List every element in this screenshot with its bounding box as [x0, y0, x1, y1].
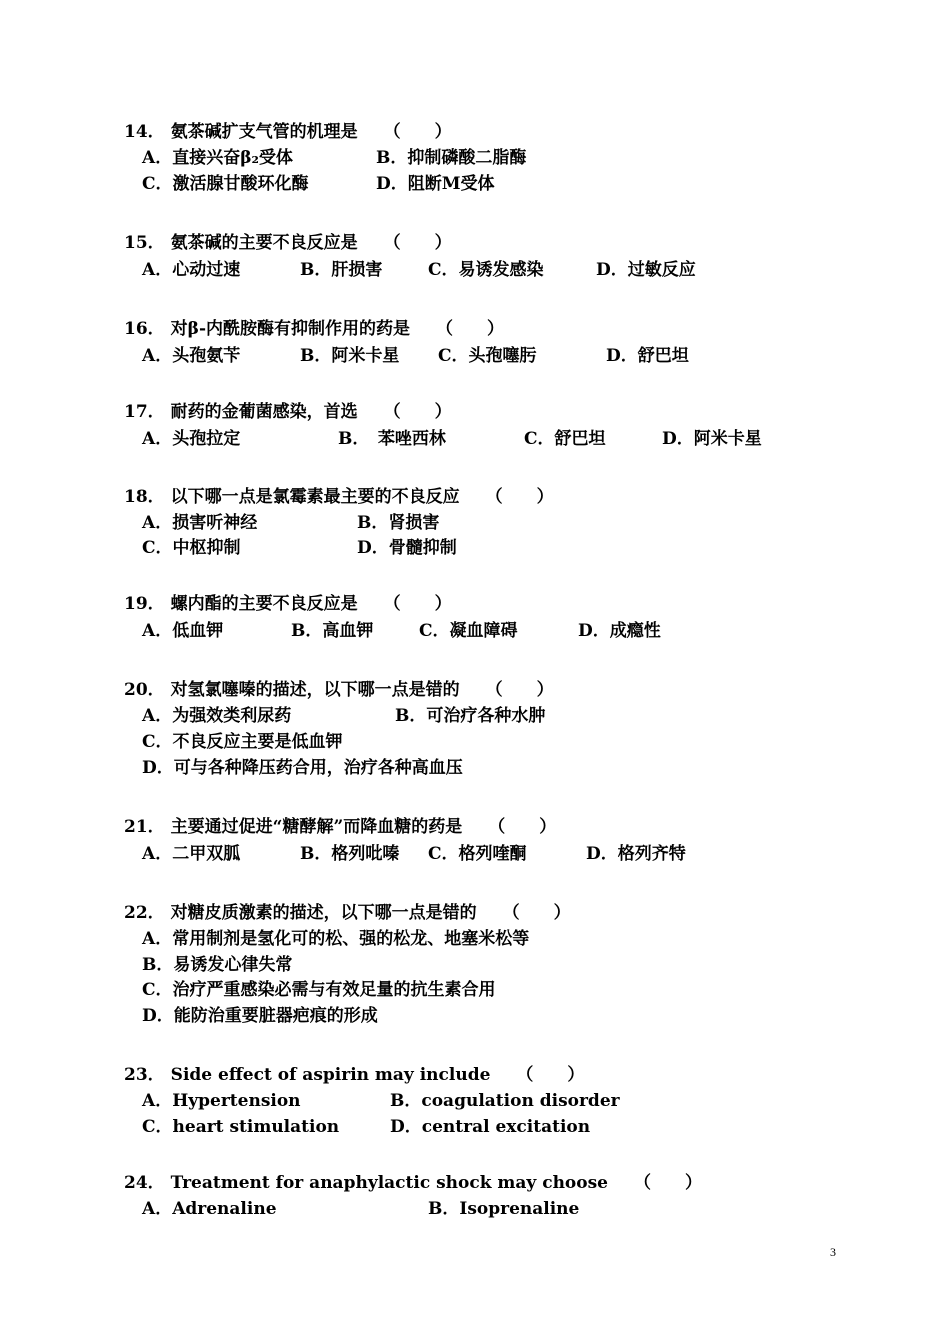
question-number: 14． — [124, 122, 165, 142]
question-text: 氨茶碱的主要不良反应是 — [170, 233, 358, 253]
option-b: B．可治疗各种水肿 — [395, 706, 546, 726]
option-d: D．能防治重要脏器疤痕的形成 — [142, 1006, 378, 1026]
option-row — [124, 511, 884, 535]
option-d: D．过敏反应 — [596, 260, 696, 280]
answer-blank: （ ） — [383, 594, 452, 614]
option-row — [124, 1089, 884, 1113]
option-b: B．易诱发心律失常 — [142, 955, 293, 975]
option-a: A．为强效类利尿药 — [142, 706, 292, 726]
question-text: Side effect of aspirin may include — [170, 1065, 491, 1085]
question-number: 18． — [124, 487, 165, 507]
question-text: 主要通过促进“糖酵解”而降血糖的药是 — [170, 817, 463, 837]
option-row — [124, 258, 884, 282]
question-number: 24． — [124, 1173, 165, 1193]
answer-blank: （ ） — [485, 680, 554, 700]
option-d: D．阻断M受体 — [376, 174, 495, 194]
question-number: 19． — [124, 594, 165, 614]
question-number: 17． — [124, 402, 165, 422]
answer-blank: （ ） — [488, 817, 557, 837]
option-row — [124, 427, 884, 451]
question-text: Treatment for anaphylactic shock may choose — [170, 1173, 608, 1193]
question-stem — [124, 815, 556, 839]
option-d: D．成瘾性 — [578, 621, 661, 641]
option-b: B．肾损害 — [357, 513, 440, 533]
option-c: C．激活腺甘酸环化酶 — [142, 174, 309, 194]
option-b: B．肝损害 — [300, 260, 383, 280]
option-d: D．骨髓抑制 — [357, 538, 457, 558]
option-a: A．低血钾 — [142, 621, 224, 641]
option-c: C．不良反应主要是低血钾 — [142, 732, 343, 752]
option-b: B． 苯唑西林 — [338, 429, 446, 449]
option-c: C．治疗严重感染必需与有效足量的抗生素合用 — [142, 980, 496, 1000]
option-d: D．阿米卡星 — [662, 429, 762, 449]
answer-blank: （ ） — [485, 487, 554, 507]
question-stem — [124, 317, 504, 341]
option-row — [124, 146, 884, 170]
question-stem — [124, 1171, 702, 1195]
option-c: C．易诱发感染 — [428, 260, 544, 280]
option-c: C．舒巴坦 — [524, 429, 606, 449]
question-stem — [124, 678, 554, 702]
option-row — [124, 953, 884, 977]
option-row — [124, 1197, 884, 1221]
question-stem — [124, 120, 452, 144]
answer-blank: （ ） — [383, 122, 452, 142]
question-text: 以下哪一点是氯霉素最主要的不良反应 — [170, 487, 460, 507]
option-d: D．舒巴坦 — [606, 346, 689, 366]
option-c: C．格列喹酮 — [428, 844, 527, 864]
option-a: A．头孢氨苄 — [142, 346, 241, 366]
question-text: 螺内酯的主要不良反应是 — [170, 594, 358, 614]
page-number: 3 — [830, 1245, 836, 1259]
option-row — [124, 1115, 884, 1139]
option-a: A．心动过速 — [142, 260, 241, 280]
option-b: B．高血钾 — [291, 621, 374, 641]
option-row — [124, 927, 884, 951]
option-b: B．抑制磷酸二脂酶 — [376, 148, 527, 168]
option-a: A．头孢拉定 — [142, 429, 241, 449]
option-row — [124, 172, 884, 196]
question-stem — [124, 400, 452, 424]
question-text: 对氢氯噻嗪的描述，以下哪一点是错的 — [170, 680, 460, 700]
answer-blank: （ ） — [383, 233, 452, 253]
option-c: C．凝血障碍 — [419, 621, 518, 641]
question-number: 21． — [124, 817, 165, 837]
option-a: A．直接兴奋β₂受体 — [142, 148, 293, 168]
option-a: A．常用制剂是氢化可的松、强的松龙、地塞米松等 — [142, 929, 530, 949]
question-text: 耐药的金葡菌感染，首选 — [170, 402, 358, 422]
question-number: 22． — [124, 903, 165, 923]
option-row — [124, 730, 884, 754]
question-text: 对糖皮质激素的描述，以下哪一点是错的 — [170, 903, 477, 923]
question-stem — [124, 1063, 584, 1087]
option-row — [124, 619, 884, 643]
option-b: B．阿米卡星 — [300, 346, 400, 366]
question-stem — [124, 592, 452, 616]
answer-blank: （ ） — [634, 1173, 702, 1193]
question-text: 对β-内酰胺酶有抑制作用的药是 — [170, 319, 411, 339]
option-a: A．Hypertension — [142, 1091, 301, 1111]
option-row — [124, 704, 884, 728]
question-number: 20． — [124, 680, 165, 700]
option-row — [124, 756, 884, 780]
question-text: 氨茶碱扩支气管的机理是 — [170, 122, 358, 142]
option-b: B．coagulation disorder — [390, 1091, 620, 1111]
option-a: A．Adrenaline — [142, 1199, 277, 1219]
option-c: C．头孢噻肟 — [438, 346, 537, 366]
option-row — [124, 536, 884, 560]
answer-blank: （ ） — [436, 319, 505, 339]
option-row — [124, 978, 884, 1002]
question-number: 15． — [124, 233, 165, 253]
option-b: B．Isoprenaline — [428, 1199, 580, 1219]
option-d: D．central excitation — [390, 1117, 591, 1137]
option-d: D．可与各种降压药合用，治疗各种高血压 — [142, 758, 463, 778]
option-row — [124, 344, 884, 368]
option-b: B．格列吡嗪 — [300, 844, 400, 864]
question-number: 23． — [124, 1065, 165, 1085]
option-a: A．二甲双胍 — [142, 844, 241, 864]
option-row — [124, 1004, 884, 1028]
question-stem — [124, 231, 452, 255]
answer-blank: （ ） — [383, 402, 452, 422]
option-row — [124, 842, 884, 866]
option-d: D．格列齐特 — [586, 844, 686, 864]
answer-blank: （ ） — [502, 903, 571, 923]
option-c: C．中枢抑制 — [142, 538, 241, 558]
question-stem — [124, 485, 554, 509]
option-c: C．heart stimulation — [142, 1117, 340, 1137]
question-stem — [124, 901, 571, 925]
question-number: 16． — [124, 319, 165, 339]
answer-blank: （ ） — [516, 1065, 585, 1085]
option-a: A．损害听神经 — [142, 513, 258, 533]
